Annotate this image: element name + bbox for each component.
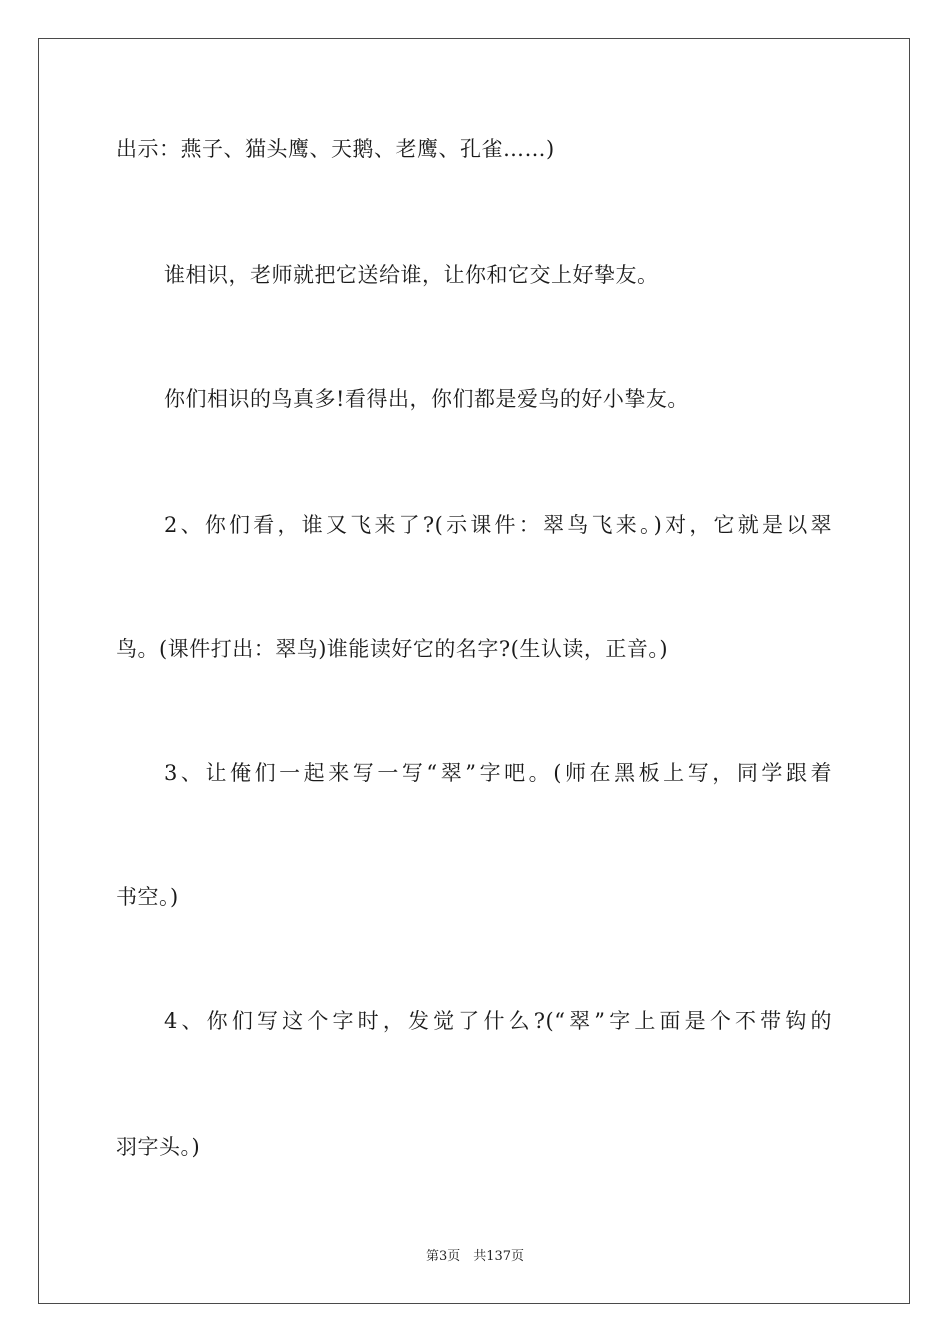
page-border xyxy=(38,38,910,1304)
text-line-7: 书空。) xyxy=(116,885,179,909)
text-line-2: 谁相识，老师就把它送给谁，让你和它交上好挚友。 xyxy=(164,263,659,287)
page-footer: 第3页 共137页 xyxy=(425,1249,525,1264)
text-line-1: 出示：燕子、猫头鹰、天鹅、老鹰、孔雀……) xyxy=(116,137,555,161)
text-line-3: 你们相识的鸟真多!看得出，你们都是爱鸟的好小挚友。 xyxy=(164,387,689,411)
text-line-9: 羽字头。) xyxy=(116,1135,201,1159)
text-line-5: 鸟。(课件打出：翠鸟)谁能读好它的名字?(生认读，正音。) xyxy=(116,637,669,661)
text-line-4: 2、你们看，谁又飞来了?(示课件：翠鸟飞来。)对，它就是以翠 xyxy=(164,513,832,537)
text-line-6: 3、让俺们一起来写一写“翠”字吧。(师在黑板上写，同学跟着 xyxy=(164,761,832,785)
text-line-8: 4、你们写这个字时，发觉了什么?(“翠”字上面是个不带钩的 xyxy=(164,1009,832,1033)
